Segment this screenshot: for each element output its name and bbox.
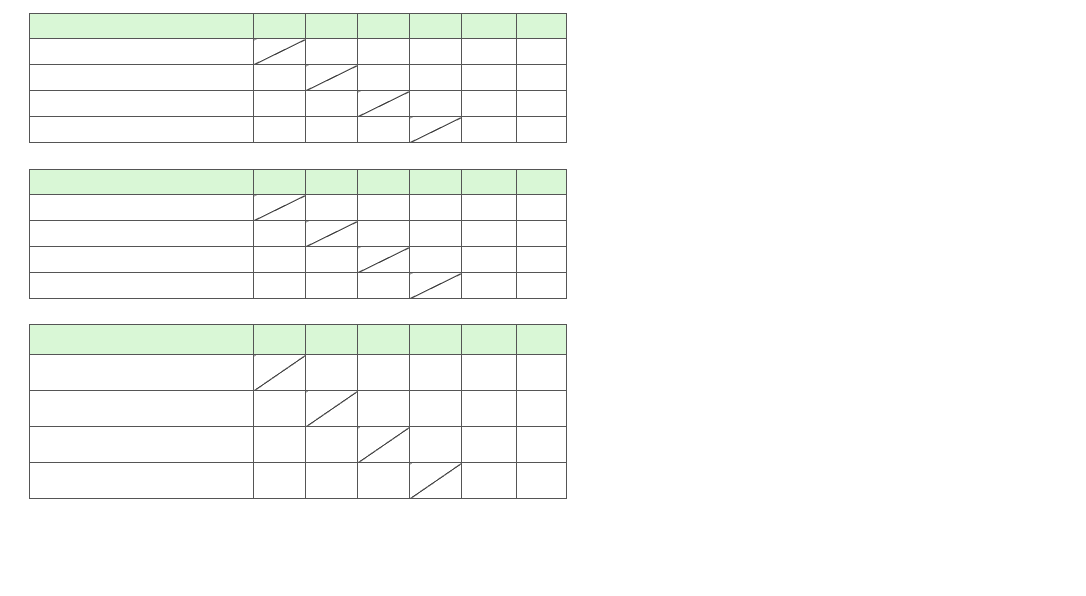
- score-cell: [358, 117, 410, 143]
- column-header: [306, 14, 358, 39]
- block-c-table: [29, 324, 567, 499]
- self-match-cell: [358, 247, 410, 273]
- score-cell: [410, 427, 462, 463]
- self-match-cell: [410, 463, 462, 499]
- score-cell: [358, 195, 410, 221]
- rank-cell: [517, 65, 567, 91]
- rank-cell: [517, 391, 567, 427]
- score-cell: [410, 91, 462, 117]
- rank-cell: [517, 221, 567, 247]
- block-a-grid: [29, 13, 567, 143]
- header-row: [30, 14, 567, 39]
- column-header: [517, 325, 567, 355]
- column-header: [410, 325, 462, 355]
- score-cell: [254, 391, 306, 427]
- block-b-table: [29, 169, 567, 299]
- table-row: [30, 427, 567, 463]
- self-match-cell: [306, 65, 358, 91]
- record-cell: [462, 273, 517, 299]
- column-header: [254, 14, 306, 39]
- column-header: [358, 325, 410, 355]
- rank-cell: [517, 355, 567, 391]
- column-header: [358, 14, 410, 39]
- rank-cell: [517, 247, 567, 273]
- table-row: [30, 273, 567, 299]
- record-cell: [462, 391, 517, 427]
- rank-cell: [517, 39, 567, 65]
- record-cell: [462, 65, 517, 91]
- player-cell: [30, 247, 254, 273]
- score-cell: [410, 195, 462, 221]
- score-cell: [306, 355, 358, 391]
- score-cell: [358, 355, 410, 391]
- score-cell: [358, 221, 410, 247]
- player-cell: [30, 117, 254, 143]
- column-header: [462, 325, 517, 355]
- score-cell: [306, 463, 358, 499]
- self-match-cell: [254, 195, 306, 221]
- player-cell: [30, 427, 254, 463]
- rank-cell: [517, 463, 567, 499]
- score-cell: [306, 247, 358, 273]
- column-header: [306, 170, 358, 195]
- block-a-table: [29, 13, 567, 143]
- self-match-cell: [410, 273, 462, 299]
- score-cell: [358, 463, 410, 499]
- player-cell: [30, 39, 254, 65]
- player-cell: [30, 195, 254, 221]
- block-c-grid: [29, 324, 567, 499]
- score-cell: [358, 391, 410, 427]
- player-cell: [30, 463, 254, 499]
- header-row: [30, 170, 567, 195]
- rank-cell: [517, 273, 567, 299]
- record-cell: [462, 355, 517, 391]
- score-cell: [306, 427, 358, 463]
- score-cell: [306, 195, 358, 221]
- score-cell: [306, 39, 358, 65]
- table-row: [30, 91, 567, 117]
- column-header: [254, 170, 306, 195]
- player-cell: [30, 355, 254, 391]
- column-header: [254, 325, 306, 355]
- score-cell: [254, 91, 306, 117]
- score-cell: [254, 427, 306, 463]
- self-match-cell: [306, 221, 358, 247]
- block-b-grid: [29, 169, 567, 299]
- score-cell: [410, 247, 462, 273]
- score-cell: [358, 39, 410, 65]
- column-header: [410, 14, 462, 39]
- rank-cell: [517, 195, 567, 221]
- table-title: [30, 170, 254, 195]
- score-cell: [306, 273, 358, 299]
- column-header: [306, 325, 358, 355]
- record-cell: [462, 221, 517, 247]
- score-cell: [254, 463, 306, 499]
- column-header: [462, 170, 517, 195]
- table-title: [30, 14, 254, 39]
- column-header: [517, 170, 567, 195]
- self-match-cell: [410, 117, 462, 143]
- table-row: [30, 39, 567, 65]
- score-cell: [410, 39, 462, 65]
- score-cell: [254, 273, 306, 299]
- record-cell: [462, 427, 517, 463]
- table-row: [30, 117, 567, 143]
- rank-cell: [517, 117, 567, 143]
- table-row: [30, 463, 567, 499]
- self-match-cell: [254, 355, 306, 391]
- table-row: [30, 391, 567, 427]
- self-match-cell: [358, 91, 410, 117]
- score-cell: [254, 117, 306, 143]
- table-title: [30, 325, 254, 355]
- table-row: [30, 221, 567, 247]
- score-cell: [254, 65, 306, 91]
- table-row: [30, 65, 567, 91]
- score-cell: [410, 221, 462, 247]
- self-match-cell: [358, 427, 410, 463]
- record-cell: [462, 117, 517, 143]
- self-match-cell: [306, 391, 358, 427]
- record-cell: [462, 463, 517, 499]
- record-cell: [462, 91, 517, 117]
- record-cell: [462, 195, 517, 221]
- record-cell: [462, 39, 517, 65]
- column-header: [517, 14, 567, 39]
- score-cell: [358, 273, 410, 299]
- table-row: [30, 195, 567, 221]
- player-cell: [30, 273, 254, 299]
- column-header: [410, 170, 462, 195]
- column-header: [358, 170, 410, 195]
- rank-cell: [517, 427, 567, 463]
- table-row: [30, 355, 567, 391]
- player-cell: [30, 65, 254, 91]
- score-cell: [410, 65, 462, 91]
- header-row: [30, 325, 567, 355]
- player-cell: [30, 391, 254, 427]
- score-cell: [254, 247, 306, 273]
- score-cell: [410, 391, 462, 427]
- player-cell: [30, 221, 254, 247]
- score-cell: [254, 221, 306, 247]
- column-header: [462, 14, 517, 39]
- rank-cell: [517, 91, 567, 117]
- score-cell: [410, 355, 462, 391]
- self-match-cell: [254, 39, 306, 65]
- score-cell: [306, 91, 358, 117]
- record-cell: [462, 247, 517, 273]
- score-cell: [306, 117, 358, 143]
- score-cell: [358, 65, 410, 91]
- table-row: [30, 247, 567, 273]
- player-cell: [30, 91, 254, 117]
